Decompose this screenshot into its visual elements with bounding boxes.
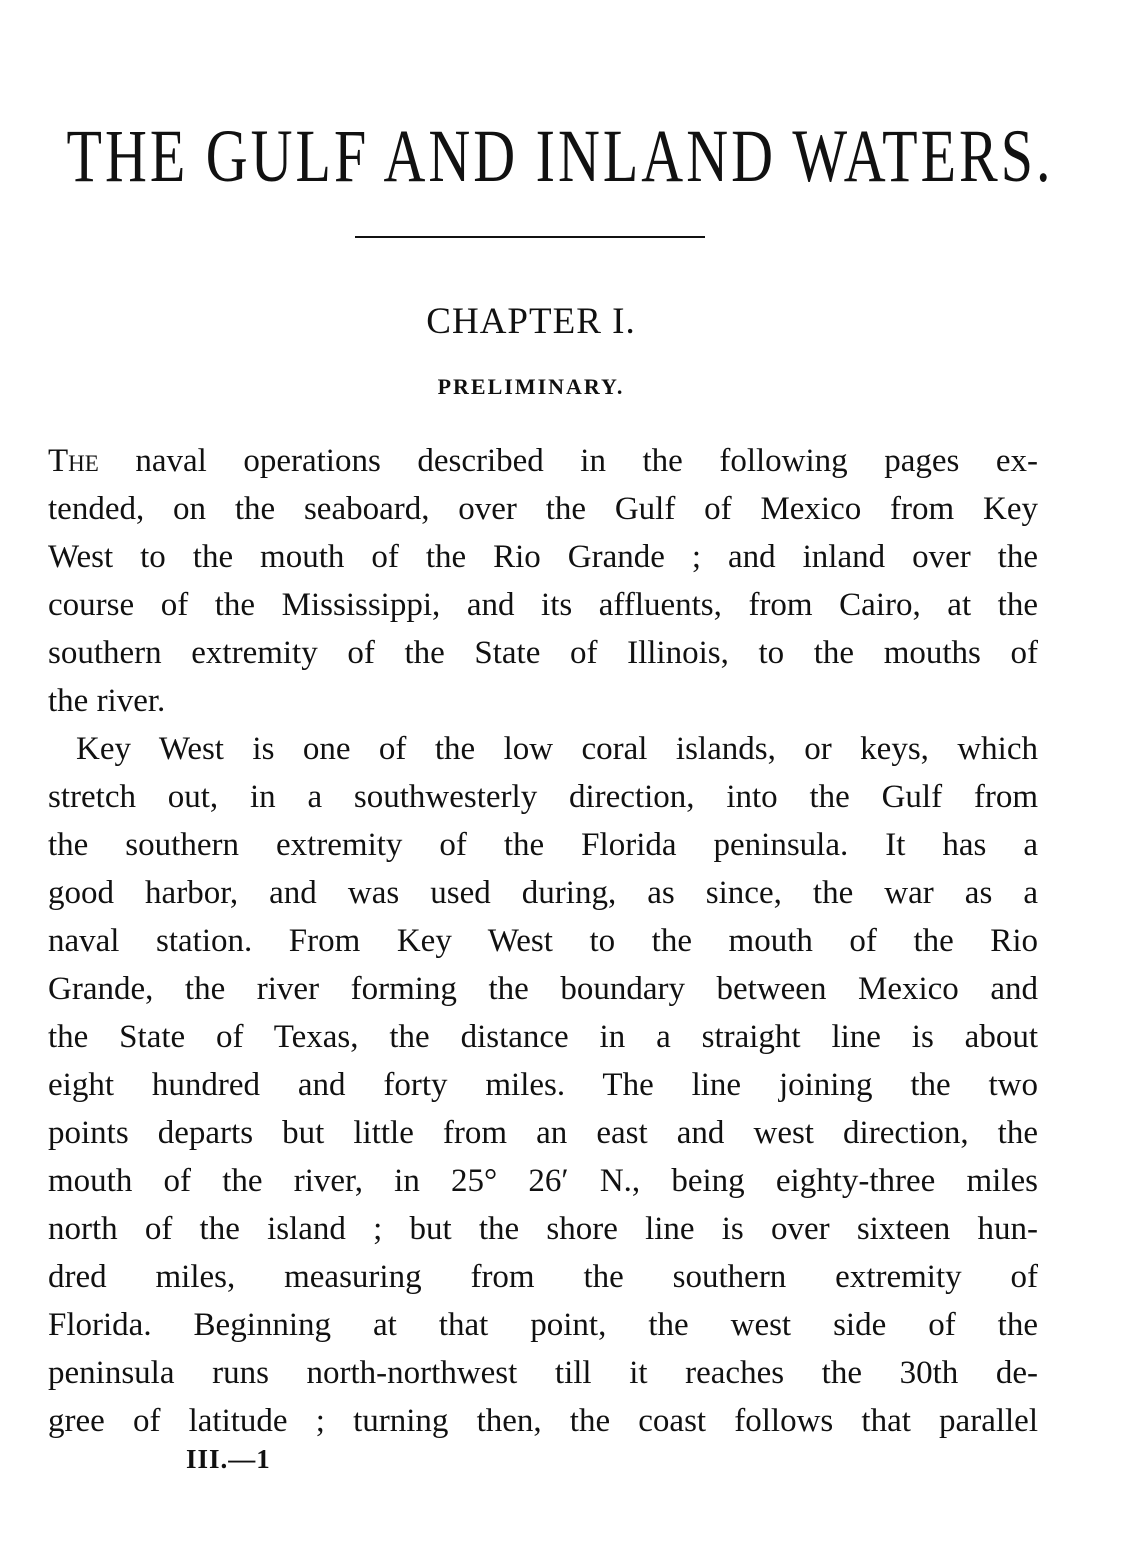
text-line: Florida. Beginning at that point, the west side of the [48, 1307, 1038, 1343]
text-line: mouth of the river, in 25° 26′ N., being eighty-three miles [48, 1163, 1038, 1199]
paragraph-1 [48, 437, 1038, 725]
text-line: West to the mouth of the Rio Grande ; and inland over the [48, 539, 1038, 575]
text-line [48, 437, 1038, 485]
text-line: peninsula runs north-northwest till it reaches the 30th de- [48, 1355, 1038, 1391]
text-line: the State of Texas, the distance in a straight line is about [48, 1019, 1038, 1055]
paragraph-2 [48, 725, 1038, 1445]
text-line: tended, on the seaboard, over the Gulf of Mexico from Key [48, 491, 1038, 527]
text-line: dred miles, measuring from the southern extremity of [48, 1259, 1038, 1295]
text-line: stretch out, in a southwesterly direction, into the Gulf from [48, 779, 1038, 815]
text-line: gree of latitude ; turning then, the coast follows that parallel [48, 1403, 1038, 1439]
lead-word: The [48, 443, 99, 479]
text-line: Grande, the river forming the boundary between Mexico and [48, 971, 1038, 1007]
text-line: naval station. From Key West to the mouth of the Rio [48, 923, 1038, 959]
text-line: north of the island ; but the shore line is over sixteen hun- [48, 1211, 1038, 1247]
text-line: southern extremity of the State of Illinois, to the mouths of [48, 635, 1038, 671]
text-line: the southern extremity of the Florida peninsula. It has a [48, 827, 1038, 863]
chapter-heading: CHAPTER I. [426, 301, 636, 342]
book-title: THE GULF AND INLAND WATERS. [66, 113, 1054, 198]
body-text [48, 437, 1038, 1445]
text-line: Key West is one of the low coral islands, or keys, which [76, 731, 1038, 767]
text-line: points departs but little from an east and west direction, the [48, 1115, 1038, 1151]
text-line: eight hundred and forty miles. The line joining the two [48, 1067, 1038, 1103]
text-line: good harbor, and was used during, as since, the war as a [48, 875, 1038, 911]
line-text: naval operations described in the following pages ex- [135, 443, 1038, 479]
signature-mark: III.—1 [186, 1444, 271, 1474]
text-line: course of the Mississippi, and its affluents, from Cairo, at the [48, 587, 1038, 623]
chapter-subtitle: PRELIMINARY. [437, 374, 625, 399]
text-line: the river. [48, 683, 166, 719]
title-divider [355, 236, 705, 238]
